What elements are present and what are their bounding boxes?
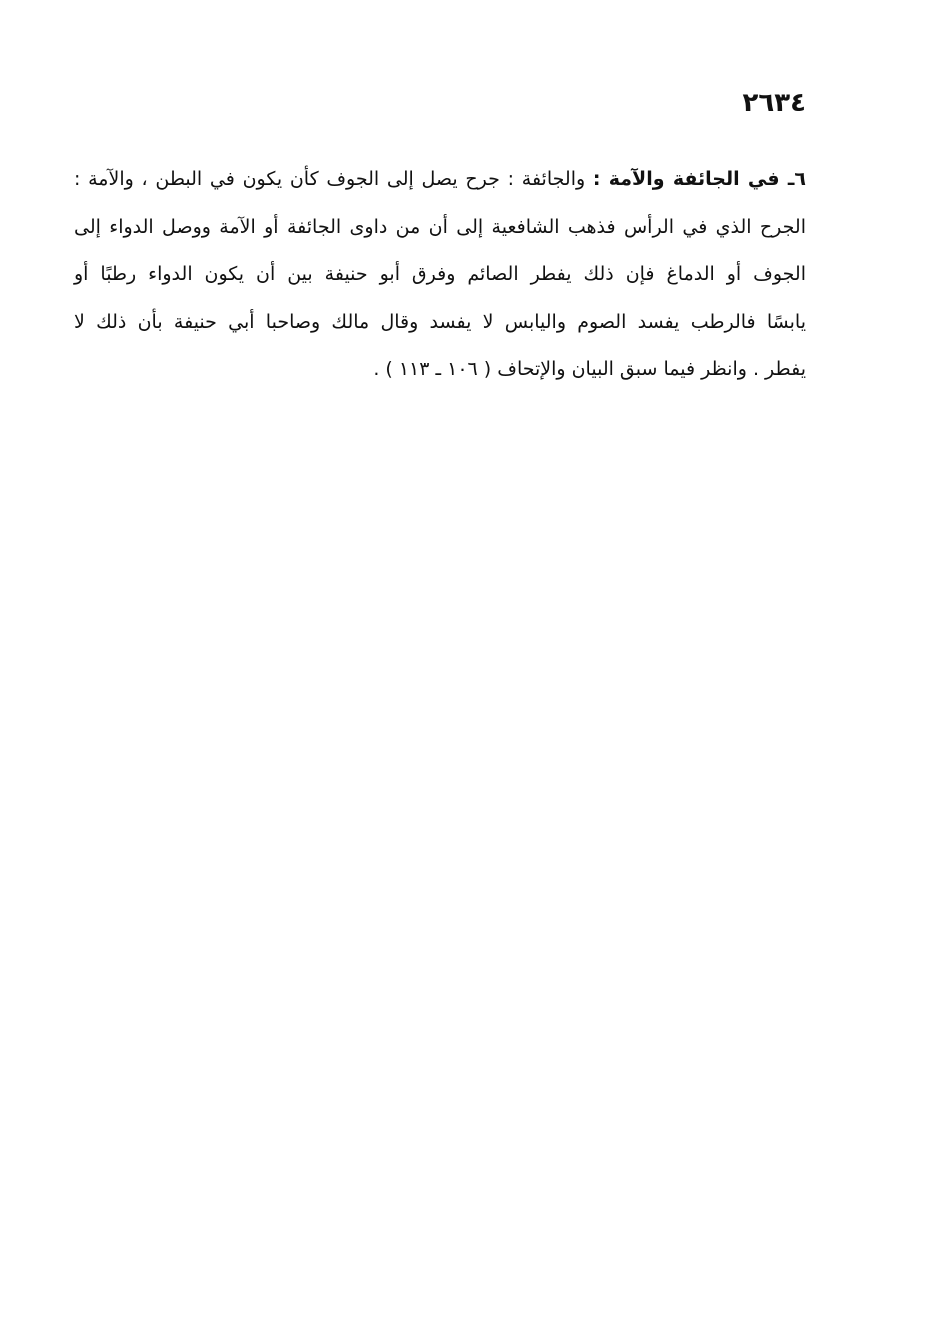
- footnote-line-5: يفطر . وانظر فيما سبق البيان والإتحاف ( ١٠٦ ـ ١١٣ ) .: [373, 358, 806, 380]
- footnote-line-2: الجرح الذي في الرأس فذهب الشافعية إلى أن من داوى الجائفة أو الآمة ووصل الدواء إلى: [74, 215, 806, 238]
- footnote-line-4: يابسًا فالرطب يفسد الصوم واليابس لا يفسد وقال مالك وصاحبا أبي حنيفة بأن ذلك لا: [74, 310, 806, 333]
- footnote-line-1-text: والجائفة : جرح يصل إلى الجوف كأن يكون في البطن ، والآمة :: [74, 168, 593, 190]
- footnote-line-3: الجوف أو الدماغ فإن ذلك يفطر الصائم وفرق أبو حنيفة بين أن يكون الدواء رطبًا أو: [74, 263, 806, 285]
- page-number: ٢٦٣٤: [742, 88, 806, 118]
- footnote-paragraph: [74, 156, 806, 394]
- footnote-heading: ٦ـ في الجائفة والآمة :: [592, 168, 806, 190]
- footnote-line-1: [74, 156, 806, 204]
